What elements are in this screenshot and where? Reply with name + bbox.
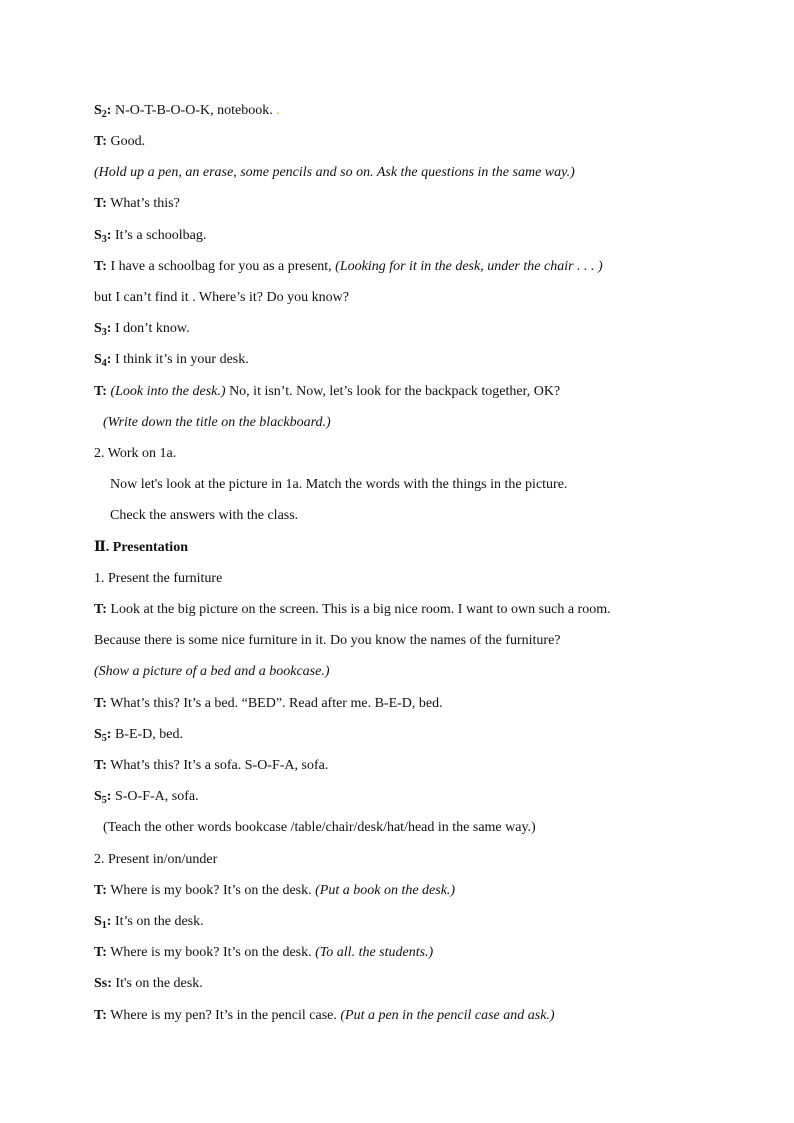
- line-text: I don’t know.: [114, 321, 190, 336]
- section-item: 2. Work on 1a.: [94, 446, 177, 461]
- line-text: Where is my pen? It’s in the pencil case.: [110, 1008, 337, 1023]
- dialogue-line: [94, 975, 203, 993]
- stage-direction: (Show a picture of a bed and a bookcase.): [94, 664, 330, 679]
- line-text: Good.: [110, 134, 146, 149]
- line-text: It’s a schoolbag.: [114, 228, 207, 243]
- line-text: N-O-T-B-O-O-K, notebook.: [114, 103, 273, 118]
- speaker-label: T:: [94, 696, 107, 711]
- stage-direction: (To all. the students.): [315, 945, 434, 960]
- speaker-label: T:: [94, 134, 107, 149]
- line-text: but I can’t find it . Where’s it? Do you know?: [94, 290, 349, 305]
- stage-direction: (Put a pen in the pencil case and ask.): [340, 1008, 555, 1023]
- instruction-text: Check the answers with the class.: [110, 508, 299, 523]
- dialogue-line: [94, 601, 611, 619]
- dialogue-line: [94, 289, 349, 307]
- speaker-label: T:: [94, 1008, 107, 1023]
- line-text: What’s this?: [110, 196, 180, 211]
- stage-direction: (Look into the desk.): [110, 384, 226, 399]
- stage-direction: (Write down the title on the blackboard.): [103, 415, 331, 430]
- dialogue-line: [94, 320, 190, 338]
- stage-direction: (Looking for it in the desk, under the chair . . . ): [335, 259, 603, 274]
- dialogue-line: [94, 195, 180, 213]
- speaker-label: T:: [94, 883, 107, 898]
- line-text: It's on the desk.: [115, 976, 203, 991]
- dialogue-line: [94, 632, 561, 650]
- dialogue-line: [94, 258, 603, 276]
- instruction-text: Now let's look at the picture in 1a. Match the words with the things in the picture.: [110, 477, 568, 492]
- dialogue-line: [94, 1007, 555, 1025]
- speaker-label: T:: [94, 384, 107, 399]
- speaker-label: $S_5$:: [94, 789, 112, 806]
- line-text: Look at the big picture on the screen. This is a big nice room. I want to own such a room.: [110, 602, 611, 617]
- line-text: It’s on the desk.: [114, 914, 204, 929]
- line-text: No, it isn’t. Now, let’s look for the backpack together, OK?: [229, 384, 561, 399]
- dialogue-line: [94, 351, 249, 369]
- speaker-label: $S_3$:: [94, 228, 112, 245]
- dialogue-line: [94, 133, 145, 151]
- line-text: I think it’s in your desk.: [114, 352, 249, 367]
- line-text: I have a schoolbag for you as a present,: [110, 259, 332, 274]
- line-text: Because there is some nice furniture in it. Do you know the names of the furniture?: [94, 633, 561, 648]
- dialogue-line: [94, 882, 455, 900]
- stage-direction: (Hold up a pen, an erase, some pencils and so on. Ask the questions in the same way.): [94, 165, 575, 180]
- section-item: 2. Present in/on/under: [94, 852, 218, 867]
- speaker-label: T:: [94, 945, 107, 960]
- speaker-label: $S_5$:: [94, 727, 112, 744]
- line-text: Where is my book? It’s on the desk.: [110, 883, 312, 898]
- line-text: S-O-F-A, sofa.: [114, 789, 199, 804]
- line-text: What’s this? It’s a bed. “BED”. Read after me. B-E-D, bed.: [110, 696, 443, 711]
- line-text: Where is my book? It’s on the desk.: [110, 945, 312, 960]
- speaker-label: T:: [94, 602, 107, 617]
- speaker-label: $S_3$:: [94, 321, 112, 338]
- speaker-label: $S_1$:: [94, 914, 112, 931]
- dialogue-line: [94, 383, 560, 401]
- speaker-label: T:: [94, 196, 107, 211]
- dialogue-line: [94, 944, 433, 962]
- dialogue-line: [94, 227, 206, 245]
- dialogue-line: [94, 695, 443, 713]
- stage-direction: (Put a book on the desk.): [315, 883, 456, 898]
- speaker-label: $S_2$:: [94, 103, 112, 120]
- instruction-text: (Teach the other words bookcase /table/chair/desk/hat/head in the same way.): [103, 820, 536, 835]
- dialogue-line: [94, 102, 280, 120]
- line-mark: .: [276, 103, 280, 118]
- line-text: What’s this? It’s a sofa. S-O-F-A, sofa.: [110, 758, 329, 773]
- section-heading: Ⅱ. Presentation: [94, 540, 188, 555]
- section-item: 1. Present the furniture: [94, 571, 223, 586]
- speaker-label: T:: [94, 758, 107, 773]
- speaker-label: T:: [94, 259, 107, 274]
- dialogue-line: [94, 788, 199, 806]
- dialogue-line: [94, 726, 183, 744]
- speaker-label: Ss:: [94, 976, 112, 991]
- line-text: B-E-D, bed.: [114, 727, 184, 742]
- dialogue-line: [94, 757, 328, 775]
- speaker-label: $S_4$:: [94, 352, 112, 369]
- dialogue-line: [94, 913, 204, 931]
